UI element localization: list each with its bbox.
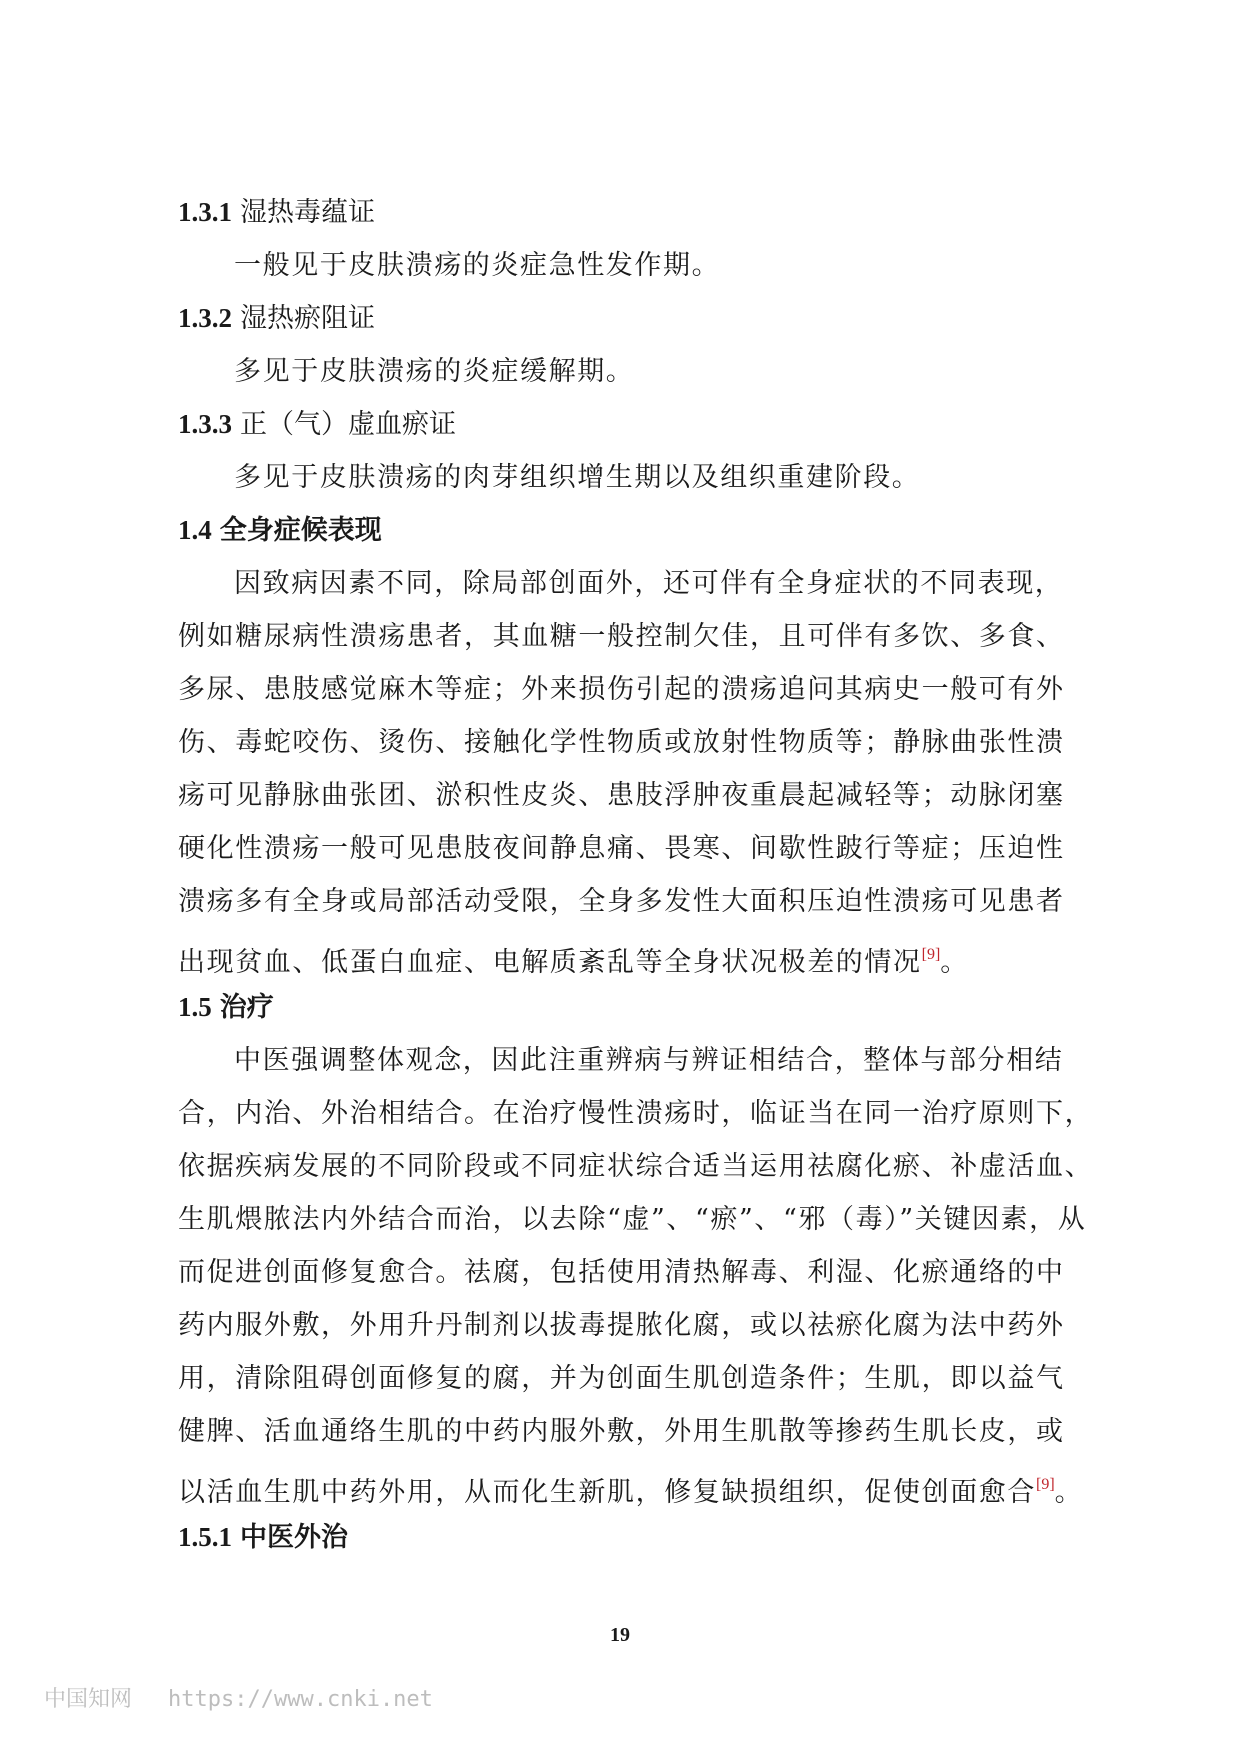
paragraph-line-last (178, 1458, 1098, 1511)
paragraph-line: 合，内治、外治相结合。在治疗慢性溃疡时，临证当在同一治疗原则下， (178, 1098, 1094, 1129)
section-number: 1.3.2 (178, 303, 232, 333)
section-number: 1.3.3 (178, 409, 232, 439)
paragraph-line: 而促进创面修复愈合。祛腐，包括使用清热解毒、利湿、化瘀通络的中 (178, 1257, 1065, 1288)
section-title: 治疗 (219, 992, 274, 1023)
paragraph-line: 硬化性溃疡一般可见患肢夜间静息痛、畏寒、间歇性跛行等症；压迫性 (178, 833, 1065, 864)
page-body (178, 186, 1098, 1564)
section-title: 湿热毒蕴证 (240, 197, 375, 228)
heading-1-3-3 (178, 398, 1098, 451)
paragraph-line: 药内服外敷，外用升丹制剂以拔毒提脓化腐，或以祛瘀化腐为法中药外 (178, 1310, 1065, 1341)
paragraph-end: 。 (940, 947, 969, 978)
page-number: 19 (610, 1624, 630, 1646)
paragraph-line: 生肌煨脓法内外结合而治，以去除“虚”、“瘀”、“邪（毒）”关键因素，从 (178, 1204, 1087, 1235)
paragraph-end: 。 (1054, 1477, 1084, 1508)
paragraph-line: 依据疾病发展的不同阶段或不同症状综合适当运用祛腐化瘀、补虚活血、 (178, 1151, 1094, 1182)
paragraph-line-last (178, 928, 1098, 981)
citation-link[interactable]: [9] (921, 946, 941, 963)
watermark-url: https://www.cnki.net (168, 1687, 433, 1712)
section-title: 正（气）虚血瘀证 (240, 409, 456, 440)
section-title: 中医外治 (240, 1522, 348, 1553)
paragraph-line: 溃疡多有全身或局部活动受限，全身多发性大面积压迫性溃疡可见患者 (178, 886, 1065, 917)
paragraph-line: 因致病因素不同，除局部创面外，还可伴有全身症状的不同表现， (234, 568, 1064, 599)
paragraph-line: 疡可见静脉曲张团、淤积性皮炎、患肢浮肿夜重晨起减轻等；动脉闭塞 (178, 780, 1065, 811)
watermark-name: 中国知网 (44, 1687, 133, 1712)
section-number: 1.3.1 (178, 197, 232, 227)
paragraph-line: 用，清除阻碍创面修复的腐，并为创面生肌创造条件；生肌，即以益气 (178, 1363, 1065, 1394)
heading-1-3-1 (178, 186, 1098, 239)
paragraph-line: 中医强调整体观念，因此注重辨病与辨证相结合，整体与部分相结 (234, 1045, 1064, 1076)
paragraph-line: 一般见于皮肤溃疡的炎症急性发作期。 (234, 250, 721, 281)
paragraph-line: 伤、毒蛇咬伤、烫伤、接触化学性物质或放射性物质等；静脉曲张性溃 (178, 727, 1065, 758)
paragraph-text: 出现贫血、低蛋白血症、电解质紊乱等全身状况极差的情况 (178, 947, 922, 978)
cnki-watermark (44, 1682, 433, 1713)
paragraph-line: 多见于皮肤溃疡的肉芽组织增生期以及组织重建阶段。 (234, 462, 921, 493)
paragraph-line: 多尿、患肢感觉麻木等症；外来损伤引起的溃疡追问其病史一般可有外 (178, 674, 1065, 705)
citation-link[interactable]: [9] (1036, 1476, 1055, 1493)
section-title: 湿热瘀阻证 (240, 303, 375, 334)
section-number: 1.5 (178, 992, 212, 1022)
paragraph-text: 以活血生肌中药外用，从而化生新肌，修复缺损组织，促使创面愈合 (178, 1477, 1036, 1508)
paragraph-line: 例如糖尿病性溃疡患者，其血糖一般控制欠佳，且可伴有多饮、多食、 (178, 621, 1065, 652)
heading-1-5 (178, 981, 1098, 1034)
heading-1-5-1 (178, 1511, 1098, 1564)
heading-1-4 (178, 504, 1098, 557)
section-number: 1.5.1 (178, 1522, 232, 1552)
paragraph-line: 健脾、活血通络生肌的中药内服外敷，外用生肌散等掺药生肌长皮，或 (178, 1416, 1065, 1447)
section-number: 1.4 (178, 515, 212, 545)
heading-1-3-2 (178, 292, 1098, 345)
paragraph-line: 多见于皮肤溃疡的炎症缓解期。 (234, 356, 635, 387)
section-title: 全身症候表现 (219, 515, 382, 546)
